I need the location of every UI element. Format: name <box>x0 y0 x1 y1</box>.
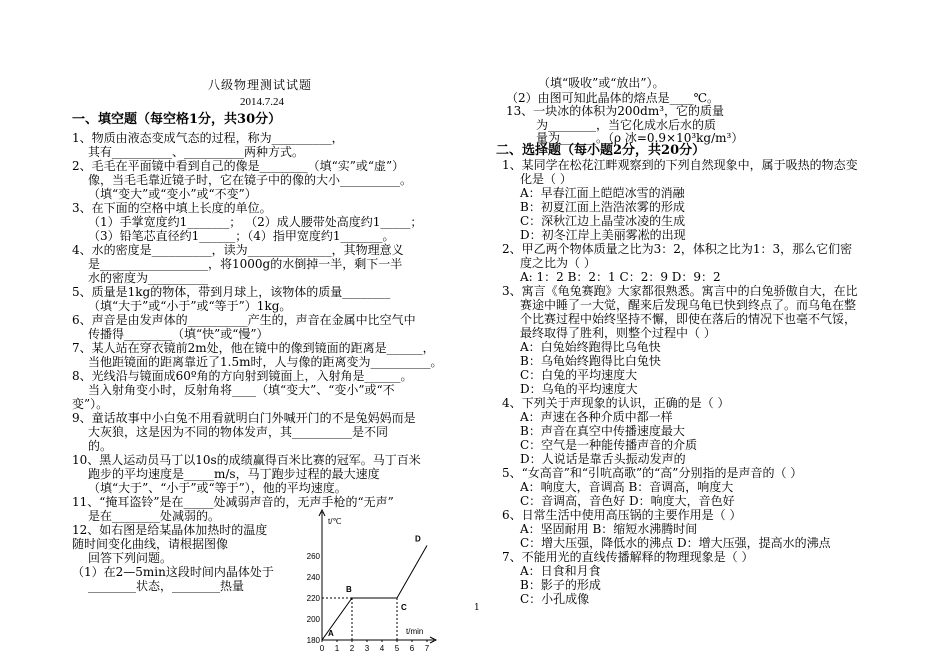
point-label-c: C <box>401 603 407 612</box>
section1-line: 8、光线沿与镜面成60º角的方向射到镜面上，入射角是______。 <box>72 369 413 383</box>
page-title: 八级物理测试试题 <box>208 78 313 92</box>
section1-line: 传播得________（填“快”或“慢”） <box>88 327 269 341</box>
section1-line: 水的密度为__________ <box>88 271 209 285</box>
section1-cont-line: 量为______。（ρ 冰=0.9×10³kg/m³） <box>536 131 744 145</box>
section2-line: 最终取得了胜利，则整个过程中（ ） <box>520 326 716 340</box>
section1-line: ________状态，________热量 <box>88 579 245 593</box>
section1-line: 6、声音是由发声体的__________产生的，声音在金属中比空气中 <box>72 313 416 327</box>
section1-line: （1）在2—5min这段时间内晶体处于 <box>72 565 274 579</box>
section1-cont-line: （填“吸收”或“放出”）。 <box>538 76 665 90</box>
point-label-a: A <box>328 629 334 638</box>
x-tick-label: 0 <box>319 644 325 653</box>
section1-line: 的。 <box>88 439 113 453</box>
section1-line: 是在________处减弱的。 <box>88 509 221 523</box>
section1-line: 1、物质由液态变成气态的过程，称为__________， <box>72 131 344 145</box>
section1-line: 5、质量是1kg的物体，带到月球上，该物体的质量________ <box>72 285 391 299</box>
section2-line: B：影子的形成 <box>520 578 601 592</box>
section1-line: 9、童话故事中小白兔不用看就明白门外喊开门的不是兔妈妈而是 <box>72 411 416 425</box>
section2-line: A: 1：2 B：2：1 C：2：9 D：9：2 <box>520 270 721 284</box>
section2-line: C：音调高，音色好 D：响度大，音色好 <box>520 494 735 508</box>
exam-date: 2014.7.24 <box>240 96 284 108</box>
x-tick-label: 6 <box>409 644 415 653</box>
x-axis-label: t/min <box>406 627 424 636</box>
section1-line: 12、如右图是给某晶体加热时的温度 <box>72 523 268 537</box>
section2-line: 1、某同学在松花江畔观察到的下列自然现象中，属于吸热的物态变 <box>502 158 858 172</box>
y-tick-label: 260 <box>306 552 320 561</box>
melting-curve-graph <box>306 504 440 656</box>
section1-line: 10、黑人运动员马丁以10s的成绩赢得百米比赛的冠军。马丁百米 <box>72 453 421 467</box>
section2-line: 2、甲乙两个物体质量之比为3：2，体积之比为1：3，那么它们密 <box>502 242 853 256</box>
section2-line: 个比赛过程中始终坚持不懈，即使在落后的情况下也毫不气馁， <box>520 312 857 326</box>
section1-line: 其有__________、__________两种方式。 <box>88 145 305 159</box>
x-tick-label: 4 <box>379 644 385 653</box>
point-label-d: D <box>415 534 421 544</box>
y-axis-label: t/℃ <box>328 517 342 526</box>
section1-cont-line: 13、一块冰的体积为200dm³，它的质量 <box>506 104 725 118</box>
section2-line: C：白兔的平均速度大 <box>520 368 638 382</box>
section2-line: A：日食和月食 <box>520 564 601 578</box>
section2-line: C：深秋江边上晶莹冰凌的生成 <box>520 214 686 228</box>
section2-line: B：声音在真空中传播速度最大 <box>520 424 685 438</box>
section2-line: 5、“女高音”和“引吭高歌”的“高”分别指的是声音的（ ） <box>502 466 803 480</box>
section2-line: 4、下列关于声现象的认识，正确的是（ ） <box>502 396 730 410</box>
section1-line: 回答下列问题。 <box>88 551 173 565</box>
section2-line: 赛途中睡了一大觉，醒来后发现乌龟已快到终点了。而乌龟在整 <box>520 298 857 312</box>
section2-line: B：初夏江面上浩浩浓雾的形成 <box>520 200 685 214</box>
section1-line: （填“大于”或“小于”或“等于”）1kg。 <box>88 299 292 313</box>
section1-line: 像，当毛毛靠近镜子时，它在镜子中的像的大小__________。 <box>88 173 413 187</box>
section2-line: A：白兔始终跑得比乌龟快 <box>520 340 661 354</box>
section1-cont-line: （2）由图可知此晶体的熔点是____℃。 <box>506 91 720 105</box>
section2-line: A：坚固耐用 B：缩短水沸腾时间 <box>520 522 698 536</box>
point-label-b: B <box>346 585 352 594</box>
section2-line: A：响度大，音调高 B：音调高，响度大 <box>520 480 734 494</box>
section1-line: （1）手掌宽度约1_______； （2）成人腰带处高度约1_____； <box>88 215 423 229</box>
section1-line: 当他距镜面的距离靠近了1.5m时，人与像的距离变为__________。 <box>88 355 443 369</box>
section2-line: D：人说话是靠舌头振动发声的 <box>520 452 686 466</box>
section2-heading: 二、选择题（每小题2分，共20分） <box>496 143 706 158</box>
section2-line: A：早春江面上皑皑冰雪的消融 <box>520 186 685 200</box>
section2-line: 度之比为（ ） <box>520 256 596 270</box>
section2-line: D：乌龟的平均速度大 <box>520 382 638 396</box>
page-number: 1 <box>474 603 480 613</box>
section1-line: 是__________________，将1000g的水倒掉一半，剩下一半 <box>88 257 403 271</box>
y-tick-label: 180 <box>306 636 320 645</box>
section1-cont-line: 为________，当它化成水后水的质 <box>536 118 717 132</box>
section1-line: （填“大于”、“小于”或“等于”），他的平均速度。 <box>88 481 347 495</box>
temperature-curve <box>322 546 427 641</box>
y-tick-label: 200 <box>306 615 320 624</box>
section1-line: 2、毛毛在平面镜中看到自己的像是________（填“实”或“虚”） <box>72 159 405 173</box>
x-tick-label: 2 <box>349 644 355 653</box>
section2-line: B：乌龟始终跑得比白兔快 <box>520 354 661 368</box>
section2-line: 7、不能用光的直线传播解释的物理现象是（ ） <box>502 550 754 564</box>
section1-line: 11、“掩耳盗铃”是在_____处减弱声音的，无声手枪的“无声” <box>72 495 394 509</box>
section2-line: C：小孔成像 <box>520 592 590 606</box>
section2-line: D：初冬江岸上美丽雾凇的出现 <box>520 228 686 242</box>
section2-line: C：空气是一种能传播声音的介质 <box>520 438 698 452</box>
section2-line: C：增大压强，降低水的沸点 D：增大压强，提高水的沸点 <box>520 536 831 550</box>
section2-line: 化是（ ） <box>520 172 572 186</box>
section2-line: 6、日常生活中使用高压锅的主要作用是（ ） <box>502 508 742 522</box>
y-tick-label: 240 <box>306 573 320 582</box>
section1-line: 当入射角变小时，反射角将____（填“变大”、“变小”或“不 <box>88 383 395 397</box>
section2-line: 3、寓言《龟兔赛跑》大家都很熟悉。寓言中的白兔骄傲自大，在比 <box>502 284 858 298</box>
section1-line: 大灰狼，这是因为不同的物体发声，其__________是不同 <box>88 425 389 439</box>
section1-line: 变”）。 <box>72 397 109 411</box>
section1-line: 7、某人站在穿衣镜前2m处，他在镜中的像到镜面的距离是______， <box>72 341 435 355</box>
x-tick-label: 3 <box>364 644 370 653</box>
section2-line: A：声速在各种介质中都一样 <box>520 410 673 424</box>
section1-heading: 一、填空题（每空格1分，共30分） <box>72 112 282 127</box>
x-tick-label: 5 <box>394 644 400 653</box>
section1-line: 3、在下面的空格中填上长度的单位。 <box>72 201 272 215</box>
section1-line: （3）铅笔芯直径约1______；（4）指甲宽度约1_______。 <box>88 229 395 243</box>
section1-line: （填“变大”或“变小”或“不变”） <box>88 187 257 201</box>
y-tick-label: 220 <box>306 594 320 603</box>
section1-line: 4、水的密度是__________，读为______________，其物理意义 <box>72 243 404 257</box>
section1-line: 跑步的平均速度是_____m/s，马丁跑步过程的最大速度 <box>88 467 380 481</box>
x-tick-label: 1 <box>334 644 340 653</box>
x-tick-label: 7 <box>424 644 430 653</box>
section1-line: 随时间变化曲线，请根据图像 <box>72 537 229 551</box>
